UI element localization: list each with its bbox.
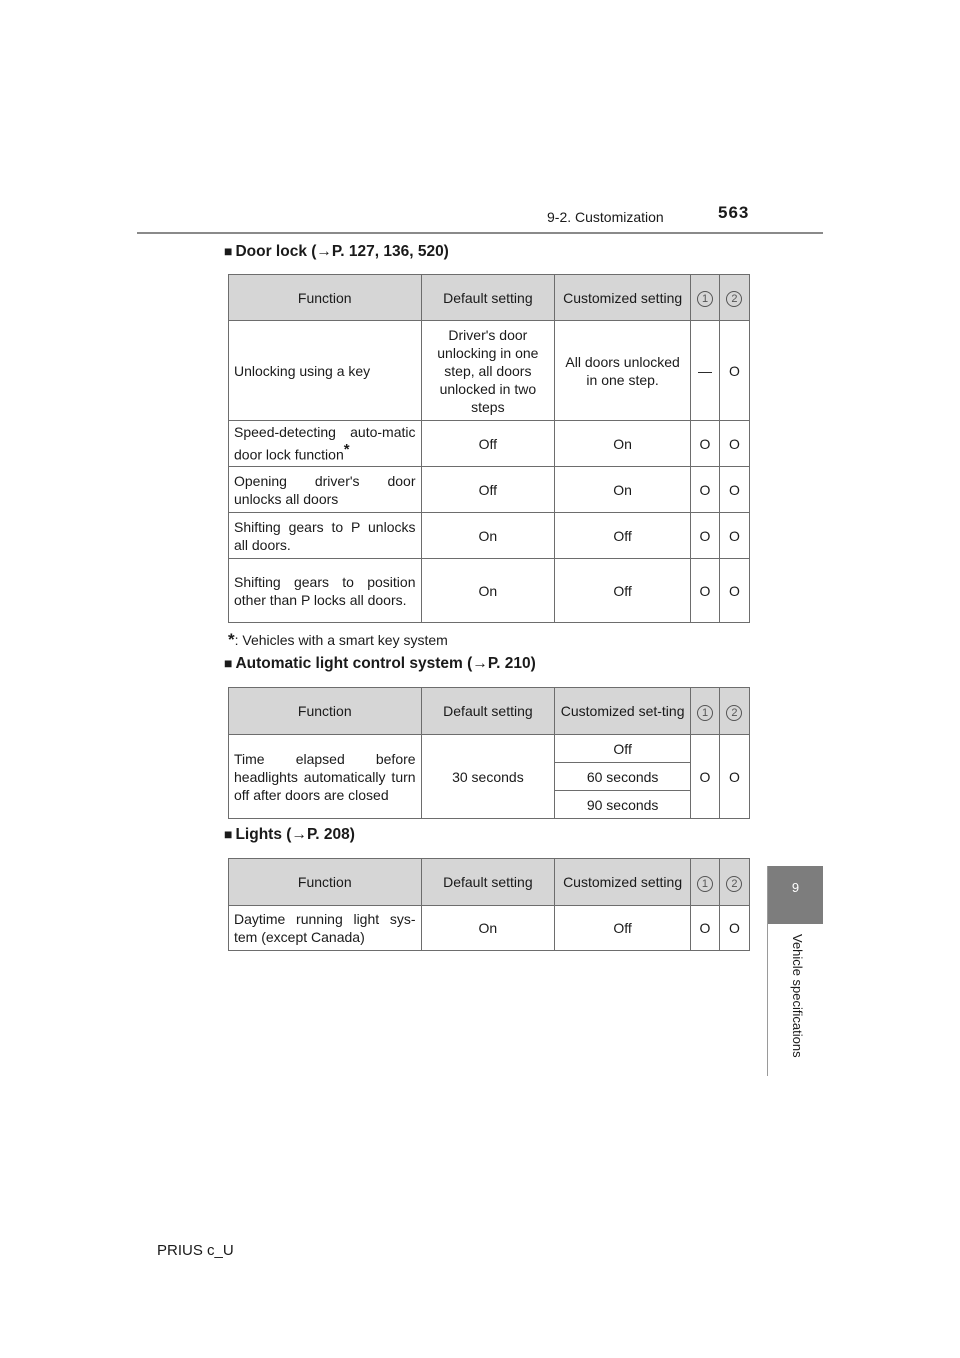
header-function: Function: [229, 688, 422, 735]
chapter-number: 9: [791, 880, 800, 895]
header-column-1: [691, 275, 720, 321]
function-cell: Time elapsed before headlights automatically turn off after doors are closed: [229, 735, 422, 819]
table-row: [229, 321, 750, 421]
circled-2-icon: 2: [726, 876, 742, 892]
header-default: Default setting: [421, 859, 555, 906]
header-title: 9-2. Customization: [547, 209, 664, 225]
header-column-2: [719, 859, 749, 906]
circled-2-icon: 2: [726, 705, 742, 721]
default-cell: On: [421, 559, 555, 623]
customized-cell: On: [555, 421, 691, 467]
function-cell: Daytime running light sys-tem (except Canada): [229, 906, 422, 951]
header-function: Function: [229, 859, 422, 906]
column-2-cell: O: [719, 559, 749, 623]
chapter-label: Vehicle specifications: [790, 934, 805, 1058]
option-cell: 90 seconds: [555, 791, 691, 819]
column-2-cell: O: [719, 467, 749, 513]
column-2-cell: O: [719, 321, 749, 421]
function-cell: Unlocking using a key: [229, 321, 422, 421]
page-reference: P. 127, 136, 520): [331, 243, 449, 260]
column-2-cell: O: [719, 513, 749, 559]
page-reference: P. 208): [306, 826, 355, 843]
door-lock-heading: [224, 243, 449, 261]
column-1-cell: O: [691, 559, 720, 623]
column-2-cell: O: [719, 906, 749, 951]
page-reference: P. 210): [487, 655, 536, 672]
arrow-icon: →: [472, 655, 488, 672]
function-text: Speed-detecting auto-matic door lock function: [234, 424, 416, 463]
function-cell: Opening driver's door unlocks all doors: [229, 467, 422, 513]
default-cell: On: [421, 513, 555, 559]
customized-cell: Off: [555, 559, 691, 623]
header-column-2: [719, 688, 749, 735]
header-rule: [137, 232, 823, 234]
footnote-text: : Vehicles with a smart key system: [234, 632, 448, 648]
footer-model: PRIUS c_U: [157, 1242, 234, 1259]
door-lock-table: [228, 274, 750, 623]
circled-1-icon: 1: [697, 291, 713, 307]
customized-cell: Off: [555, 906, 691, 951]
table-row: [229, 467, 750, 513]
column-1-cell: O: [691, 467, 720, 513]
customized-cell: On: [555, 467, 691, 513]
header-customized: Customized setting: [555, 275, 691, 321]
default-cell: 30 seconds: [421, 735, 555, 819]
function-cell: [229, 421, 422, 467]
header-default: Default setting: [421, 688, 555, 735]
customized-cell: Off: [555, 513, 691, 559]
footnote-mark: *: [343, 441, 350, 459]
circled-2-icon: 2: [726, 291, 742, 307]
footnote: [228, 630, 448, 650]
circled-1-icon: 1: [697, 705, 713, 721]
function-cell: Shifting gears to position other than P locks all doors.: [229, 559, 422, 623]
lights-heading: [224, 826, 355, 844]
header-function: Function: [229, 275, 422, 321]
chapter-tab: [768, 866, 823, 924]
column-1-cell: —: [691, 321, 720, 421]
heading-text: Door lock (: [235, 243, 317, 260]
circled-1-icon: 1: [697, 876, 713, 892]
default-cell: Off: [421, 467, 555, 513]
customized-cell: All doors unlocked in one step.: [555, 321, 691, 421]
header-customized: Customized setting: [555, 859, 691, 906]
square-bullet-icon: ■: [224, 243, 233, 259]
auto-light-heading: [224, 655, 536, 673]
table-row: [229, 735, 750, 763]
heading-text: Lights (: [235, 826, 292, 843]
header-default: Default setting: [421, 275, 555, 321]
arrow-icon: →: [316, 243, 332, 260]
header-column-2: [719, 275, 749, 321]
function-cell: Shifting gears to P unlocks all doors.: [229, 513, 422, 559]
table-row: [229, 559, 750, 623]
column-2-cell: O: [719, 421, 749, 467]
table-row: [229, 513, 750, 559]
default-cell: On: [421, 906, 555, 951]
column-1-cell: O: [691, 513, 720, 559]
header-customized: Customized set-ting: [555, 688, 691, 735]
option-cell: 60 seconds: [555, 763, 691, 791]
option-cell: Off: [555, 735, 691, 763]
default-cell: Driver's door unlocking in one step, all doors unlocked in two steps: [421, 321, 555, 421]
header-column-1: [691, 688, 720, 735]
heading-text: Automatic light control system (: [235, 655, 473, 672]
column-1-cell: O: [691, 906, 720, 951]
column-1-cell: O: [691, 735, 720, 819]
page-number: 563: [718, 203, 750, 222]
square-bullet-icon: ■: [224, 826, 233, 842]
auto-light-table: [228, 687, 750, 819]
arrow-icon: →: [291, 826, 307, 843]
column-2-cell: O: [719, 735, 749, 819]
table-row: [229, 906, 750, 951]
lights-table: [228, 858, 750, 951]
header-column-1: [691, 859, 720, 906]
column-1-cell: O: [691, 421, 720, 467]
table-row: [229, 421, 750, 467]
square-bullet-icon: ■: [224, 655, 233, 671]
footnote-mark: *: [228, 630, 235, 649]
default-cell: Off: [421, 421, 555, 467]
